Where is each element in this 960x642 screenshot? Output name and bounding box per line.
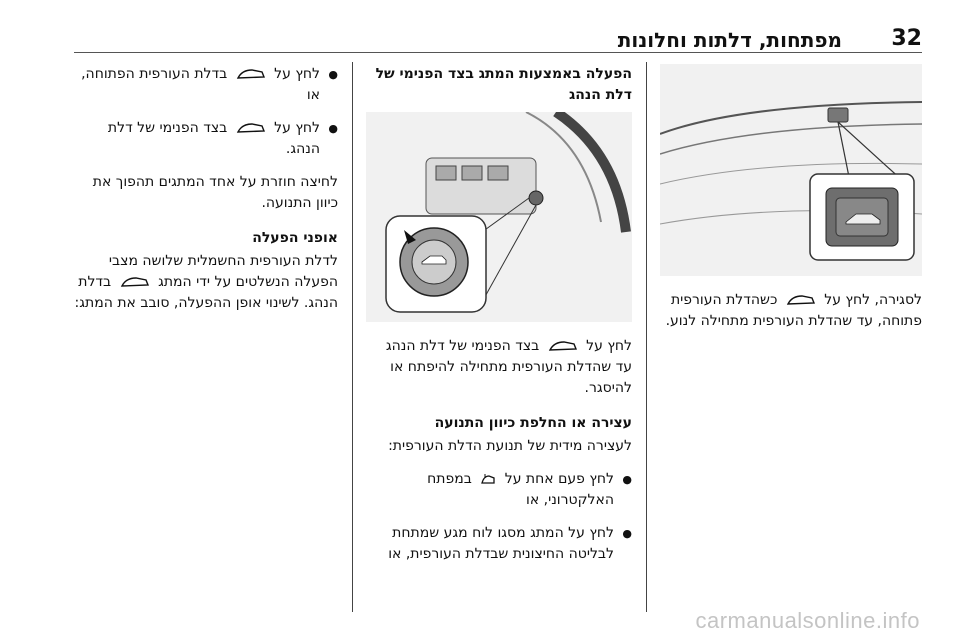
right-column (660, 64, 922, 344)
middle-bullet-1 (366, 469, 614, 511)
tailgate-switch-svg (660, 64, 922, 276)
tailgate-switch-illustration (660, 64, 922, 276)
middle-bullet-2-text: לחץ על המתג מסגו לוח מגע שמתחת לבליטה החיצונית שבדלת העורפית, או (388, 525, 614, 562)
left-para: לחיצה חוזרת על אחד המתגים תהפוך את כיוון התנועה. (92, 174, 338, 211)
middle-para1-a: לחץ על (586, 338, 632, 354)
right-caption-4: לנוע. (665, 313, 697, 329)
left-bullet-1-a: לחץ על (274, 66, 320, 82)
column-divider-left (352, 62, 353, 612)
tailgate-icon (548, 339, 578, 353)
middle-bullet-1-a: לחץ פעם אחת על (504, 471, 614, 487)
middle-bullet-list (366, 469, 632, 565)
left-subheading: אופני הפעלה (252, 230, 338, 246)
left-bullet-2-b: בצד הפנימי של דלת הנהג. (107, 120, 320, 157)
left-bullet-1 (72, 64, 320, 106)
left-column (72, 64, 338, 326)
middle-subpara: לעצירה מידית של תנועת הדלת העורפית: (388, 438, 632, 454)
left-bullet-list (72, 64, 338, 160)
left-subpara-b: בדלת הנהג. לשינוי אופן ההפעלה, סובב את המתג: (74, 274, 338, 311)
left-bullet-2-a: לחץ על (274, 120, 320, 136)
left-subpara-a: לדלת העורפית החשמלית שלושה מצבי הפעלה הנשלטים על ידי המתג (108, 253, 338, 290)
tailgate-icon (236, 67, 266, 81)
right-caption-1: לסגירה, לחץ על (824, 292, 922, 308)
right-caption-3: פתוחה, עד שהדלת העורפית מתחילה (700, 313, 922, 329)
left-bullet-2 (72, 118, 320, 160)
middle-bullet-1-b: במפתח האלקטרוני, או (427, 471, 614, 508)
middle-para1-b: בצד הפנימי של דלת הנהג עד שהדלת העורפית מתחילה להיפתח או להיסגר. (385, 338, 632, 396)
key-fob-tailgate-icon (480, 472, 496, 486)
middle-column (366, 64, 632, 577)
page-number: 32 (891, 26, 922, 51)
tailgate-icon (120, 275, 150, 289)
tailgate-icon (236, 121, 266, 135)
left-bullet-1-b: בדלת העורפית הפתוחה, או (81, 66, 320, 103)
middle-subheading: עצירה או החלפת כיוון התנועה (434, 415, 632, 431)
column-divider-right (646, 62, 647, 612)
driver-door-switch-illustration (366, 112, 632, 322)
watermark: carmanualsonline.info (695, 608, 920, 633)
driver-door-switch-svg (366, 112, 632, 322)
tailgate-icon (786, 293, 816, 307)
middle-bullet-2 (366, 523, 614, 565)
page-title: מפתחות, דלתות וחלונות (617, 28, 842, 52)
header-rule (74, 52, 922, 53)
right-caption-2: כשהדלת העורפית (670, 292, 778, 308)
middle-heading: הפעלה באמצעות המתג בצד הפנימי של דלת הנהג (375, 66, 632, 103)
